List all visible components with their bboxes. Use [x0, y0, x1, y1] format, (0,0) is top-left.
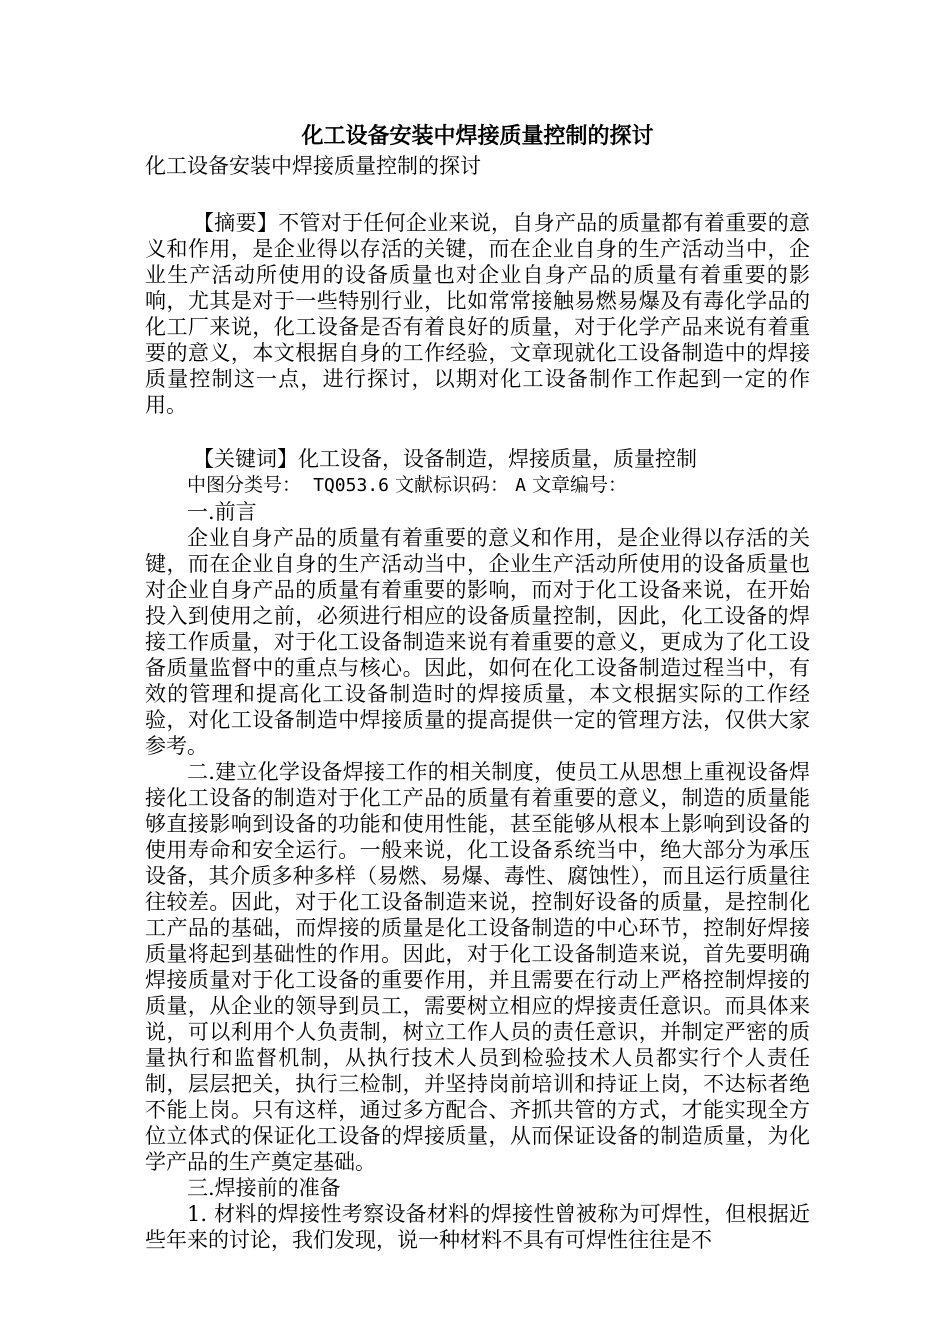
- classification-line: [145, 472, 810, 499]
- classification-code: TQ053.6: [313, 475, 389, 496]
- article-no-label: 文章编号：: [531, 474, 627, 496]
- section1-heading: 一.前言: [187, 500, 257, 524]
- classification-label: 中图分类号：: [187, 474, 302, 496]
- section3-heading: 三.焊接前的准备: [187, 1176, 341, 1200]
- document-title: 化工设备安装中焊接质量控制的探讨: [301, 123, 654, 149]
- section1-body: 企业自身产品的质量有着重要的意义和作用，是企业得以存活的关键，而在企业自身的生产活动当中，企业生产活动所使用的设备质量也对企业自身产品的质量有着重要的影响，而对于化工设备来说，在开始投入到使用之前，必须进行相应的设备质量控制，因此，化工设备的焊接工作质量，对于化工设备制造来说有着重要的意义，更成为了化工设备质量监督中的重点与核心。因此，如何在化工设备制造过程当中，有效的管理和提高化工设备制造时的焊接质量，本文根据实际的工作经验，对化工设备制造中焊接质量的提高提供一定的管理方法，仅供大家参考。: [145, 526, 810, 758]
- section3-body: 1. 材料的焊接性考察设备材料的焊接性曾被称为可焊性，但根据近些年来的讨论，我们发现，说一种材料不具有可焊性往往是不: [145, 1202, 810, 1252]
- keywords-line: 【关键词】化工设备，设备制造，焊接质量，质量控制: [193, 447, 697, 471]
- document-page: [145, 120, 810, 1253]
- doc-id-code: A: [515, 475, 526, 496]
- doc-id-label: 文献标识码：: [395, 474, 510, 496]
- section2-body: 二.建立化学设备焊接工作的相关制度，使员工从思想上重视设备焊接化工设备的制造对于化工产品的质量有着重要的意义，制造的质量能够直接影响到设备的功能和使用性能，甚至能够从根本上影响到设备的使用寿命和安全运行。一般来说，化工设备系统当中，绝大部分为承压设备，其介质多种多样（易燃、易爆、毒性、腐蚀性），而且运行质量往往较差。因此，对于化工设备制造来说，控制好设备的质量，是控制化工产品的基础，而焊接的质量是化工设备制造的中心环节，控制好焊接质量将起到基础性的作用。因此，对于化工设备制造来说，首先要明确焊接质量对于化工设备的重要作用，并且需要在行动上严格控制焊接的质量，从企业的领导到员工，需要树立相应的焊接责任意识。而具体来说，可以利用个人负责制，树立工作人员的责任意识，并制定严密的质量执行和监督机制，从执行技术人员到检验技术人员都实行个人责任制，层层把关，执行三检制，并坚持岗前培训和持证上岗，不达标者绝不能上岗。只有这样，通过多方配合、齐抓共管的方式，才能实现全方位立体式的保证化工设备的焊接质量，从而保证设备的制造质量，为化学产品的生产奠定基础。: [145, 760, 810, 1174]
- document-subtitle: 化工设备安装中焊接质量控制的探讨: [145, 154, 481, 178]
- abstract-paragraph: 【摘要】不管对于任何企业来说，自身产品的质量都有着重要的意义和作用，是企业得以存活的关键，而在企业自身的生产活动当中，企业生产活动所使用的设备质量也对企业自身产品的质量有着重要的影响，尤其是对于一些特别行业，比如常常接触易燃易爆及有毒化学品的化工厂来说，化工设备是否有着良好的质量，对于化学产品来说有着重要的意义，本文根据自身的工作经验，文章现就化工设备制造中的焊接质量控制这一点，进行探讨，以期对化工设备制作工作起到一定的作用。: [145, 211, 810, 417]
